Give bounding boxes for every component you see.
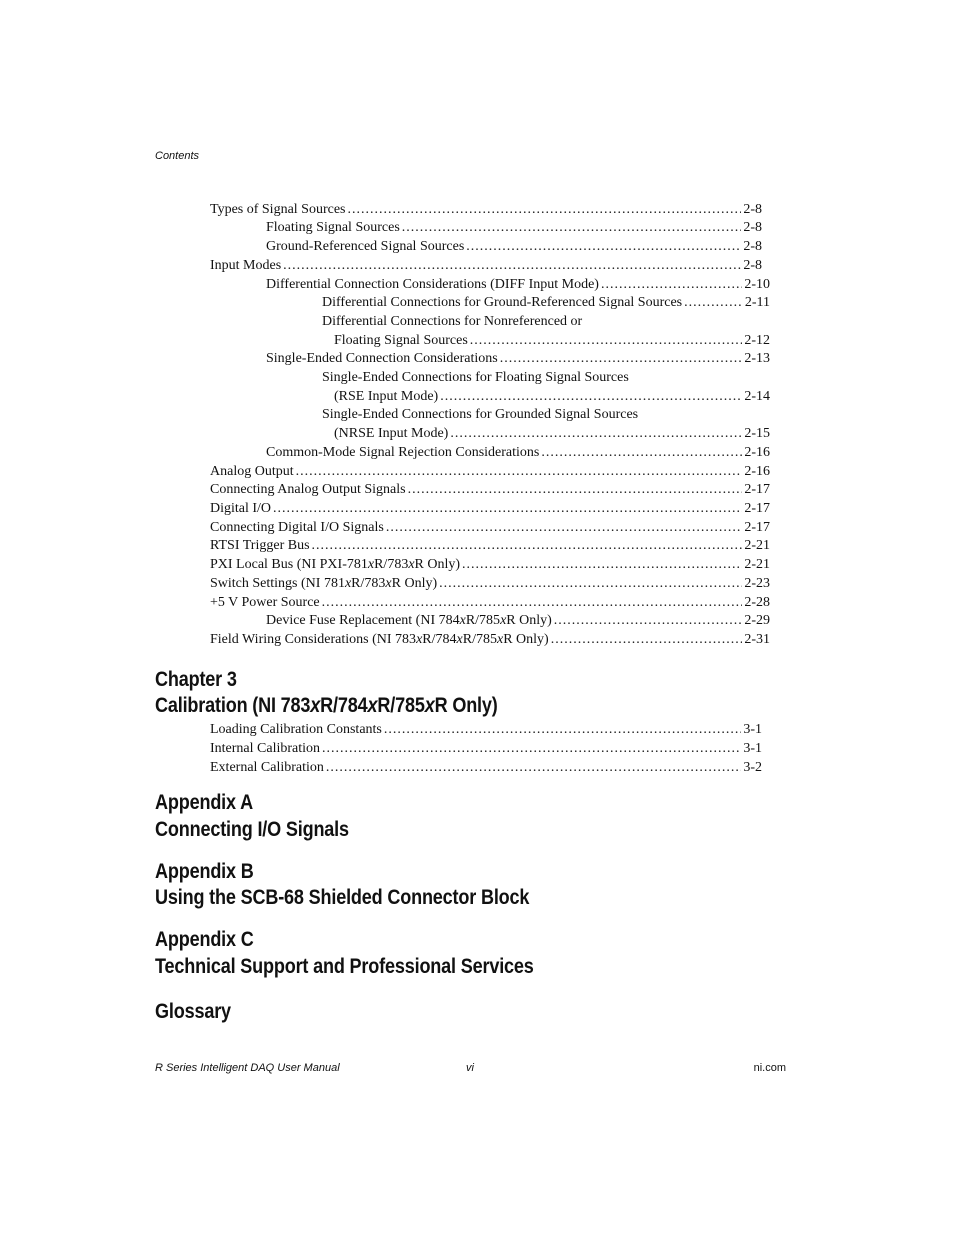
footer-website: ni.com [753,1062,786,1074]
toc-entry[interactable] [210,463,770,481]
toc-entry-page: 2-28 [744,595,770,610]
toc-entry-page: 2-11 [744,295,770,310]
toc-entry-page: 2-15 [744,426,770,441]
appendix-a-label[interactable]: Appendix A [155,791,253,814]
toc-entry-text: Connecting Digital I/O Signals [210,520,384,535]
toc-entry[interactable] [210,257,762,275]
toc-entry-page: 3-1 [743,741,762,756]
toc-entry-text: Loading Calibration Constants [210,722,382,737]
toc-entry-text: Analog Output [210,464,294,479]
toc-entry-text: Common-Mode Signal Rejection Considerations [266,445,540,460]
toc-entry-page: 2-16 [744,464,770,479]
toc-entry[interactable] [334,388,770,406]
toc-entry[interactable] [210,500,770,518]
toc-entry[interactable] [210,537,770,555]
toc-entry[interactable] [266,612,770,630]
toc-entry-page: 2-8 [743,258,762,273]
toc-entry-text: Connecting Analog Output Signals [210,482,406,497]
toc-entry-page: 2-8 [743,220,762,235]
toc-entry-text: Differential Connection Considerations (DIFF Input Mode) [266,277,599,292]
toc-entry[interactable] [322,369,770,387]
toc-entry[interactable] [266,350,770,368]
toc-entry-text: Differential Connections for Nonreferenced or [322,314,583,329]
toc-entry-page: 2-17 [744,520,770,535]
chapter-3-label[interactable]: Chapter 3 [155,668,237,691]
toc-entry[interactable] [334,332,770,350]
toc-entry-page: 2-10 [744,277,770,292]
running-head: Contents [155,150,200,162]
footer-manual-title: R Series Intelligent DAQ User Manual [155,1062,340,1074]
toc-entry[interactable] [210,481,770,499]
glossary-heading[interactable]: Glossary [155,1000,231,1023]
toc-entry-page: 2-17 [744,501,770,516]
toc-entry[interactable] [210,631,770,649]
toc-entry[interactable] [210,594,770,612]
toc-entry-page: 2-17 [744,482,770,497]
toc-entry-page: 2-23 [744,576,770,591]
toc-entry[interactable] [266,444,770,462]
toc-entry-page: 3-2 [743,760,762,775]
toc-entry-text: Device Fuse Replacement (NI 784xR/785xR Only) [266,613,552,628]
toc-entry-page: 2-13 [744,351,770,366]
toc-entry-text: Field Wiring Considerations (NI 783xR/784xR/785xR Only) [210,632,549,647]
appendix-a-title[interactable]: Connecting I/O Signals [155,818,349,841]
toc-entry[interactable] [210,575,770,593]
toc-entry-page: 2-31 [744,632,770,647]
toc-entry-text: RTSI Trigger Bus [210,538,310,553]
toc-entry-page: 2-8 [743,239,762,254]
toc-entry-text: +5 V Power Source [210,595,320,610]
toc-entry-text: (NRSE Input Mode) [334,426,449,441]
appendix-b-title[interactable]: Using the SCB-68 Shielded Connector Block [155,886,530,909]
toc-entry-page: 2-21 [744,538,770,553]
toc-entry-text: Differential Connections for Ground-Referenced Signal Sources [322,295,683,310]
toc-entry-text: Single-Ended Connections for Grounded Signal Sources [322,407,639,422]
toc-entry-text: PXI Local Bus (NI PXI-781xR/783xR Only) [210,557,461,572]
chapter-3-title[interactable]: Calibration (NI 783xR/784xR/785xR Only) [155,694,498,717]
toc-entry-page: 3-1 [743,722,762,737]
toc-entry-text: Switch Settings (NI 781xR/783xR Only) [210,576,438,591]
toc-entry[interactable] [266,219,762,237]
toc-entry-page: 2-12 [744,333,770,348]
toc-entry-text: Internal Calibration [210,741,321,756]
toc-entry-text: Ground-Referenced Signal Sources [266,239,465,254]
appendix-c-label[interactable]: Appendix C [155,928,254,951]
toc-entry[interactable] [266,238,762,256]
toc-entry-text: Input Modes [210,258,282,273]
toc-entry[interactable] [210,519,770,537]
toc-entry[interactable] [210,721,762,739]
toc-entry[interactable] [322,294,770,312]
toc-entry[interactable] [210,201,762,219]
toc-entry[interactable] [322,406,770,424]
toc-entry-text: Digital I/O [210,501,272,516]
toc-entry-page: 2-8 [743,202,762,217]
footer-page-number: vi [466,1062,474,1074]
toc-entry-page: 2-16 [744,445,770,460]
toc-entry-page: 2-14 [744,389,770,404]
toc-entry-text: Single-Ended Connections for Floating Signal Sources [322,370,629,385]
toc-entry[interactable] [210,556,770,574]
toc-entry[interactable] [334,425,770,443]
toc-entry-text: (RSE Input Mode) [334,389,439,404]
toc-entry-text: Floating Signal Sources [266,220,400,235]
toc-entry-text: Single-Ended Connection Considerations [266,351,498,366]
toc-entry-text: Floating Signal Sources [334,333,468,348]
appendix-c-title[interactable]: Technical Support and Professional Services [155,955,534,978]
toc-entry-page: 2-21 [744,557,770,572]
toc-entry[interactable] [210,740,762,758]
appendix-b-label[interactable]: Appendix B [155,860,254,883]
toc-entry-text: External Calibration [210,760,324,775]
toc-entry[interactable] [210,759,762,777]
toc-entry-text: Types of Signal Sources [210,202,346,217]
toc-entry[interactable] [322,313,770,331]
toc-entry-page: 2-29 [744,613,770,628]
toc-entry[interactable] [266,276,770,294]
